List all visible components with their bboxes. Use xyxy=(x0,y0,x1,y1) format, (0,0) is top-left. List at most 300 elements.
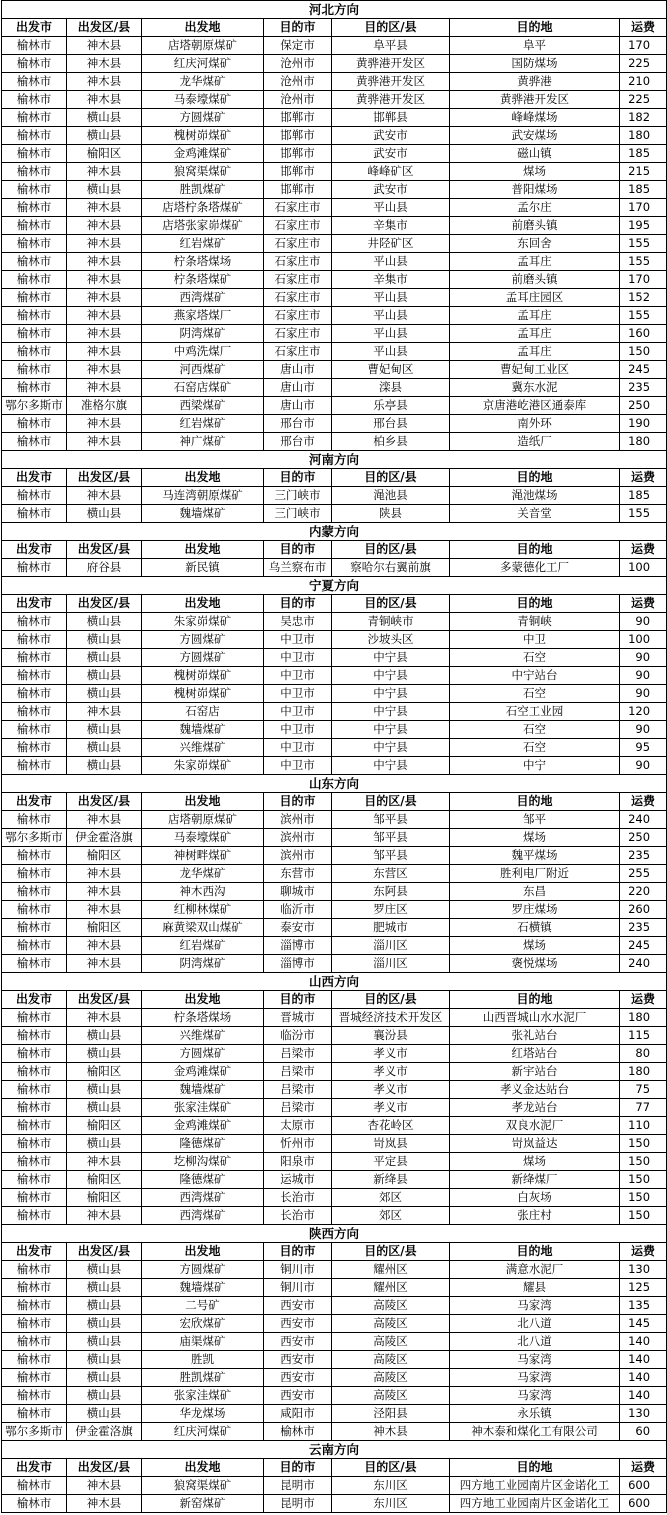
column-header-origin-city: 出发市 xyxy=(2,793,67,811)
cell-dest-county: 淄川区 xyxy=(332,937,450,955)
cell-origin-site: 新民镇 xyxy=(142,559,264,577)
cell-origin-site: 魏墙煤矿 xyxy=(142,1081,264,1099)
cell-origin-county: 神木县 xyxy=(67,955,142,973)
cell-dest-city: 乌兰察布市 xyxy=(264,559,332,577)
cell-freight: 110 xyxy=(620,1117,667,1135)
cell-origin-site: 神广煤矿 xyxy=(142,433,264,451)
cell-dest-county: 高陵区 xyxy=(332,1369,450,1387)
table-row xyxy=(2,1315,667,1333)
cell-freight: 150 xyxy=(620,1153,667,1171)
cell-origin-site: 槐树峁煤矿 xyxy=(142,685,264,703)
cell-dest-city: 阳泉市 xyxy=(264,1153,332,1171)
cell-freight: 150 xyxy=(620,1207,667,1225)
cell-dest-city: 东营市 xyxy=(264,865,332,883)
cell-freight: 150 xyxy=(620,343,667,361)
column-header-origin-county: 出发区/县 xyxy=(67,595,142,613)
column-header-origin-site: 出发地 xyxy=(142,1243,264,1261)
cell-freight: 140 xyxy=(620,1369,667,1387)
column-header-origin-city: 出发市 xyxy=(2,19,67,37)
cell-dest-site: 孝义金达站台 xyxy=(450,1081,620,1099)
cell-freight: 125 xyxy=(620,1279,667,1297)
cell-dest-county: 邯郸县 xyxy=(332,109,450,127)
cell-dest-city: 铜川市 xyxy=(264,1261,332,1279)
cell-origin-city: 榆林市 xyxy=(2,901,67,919)
cell-dest-county: 平山县 xyxy=(332,343,450,361)
cell-origin-county: 横山县 xyxy=(67,1081,142,1099)
cell-origin-site: 石窑店煤矿 xyxy=(142,379,264,397)
table-row xyxy=(2,1333,667,1351)
cell-origin-city: 榆林市 xyxy=(2,1135,67,1153)
cell-dest-city: 晋城市 xyxy=(264,1009,332,1027)
cell-dest-site: 煤场 xyxy=(450,163,620,181)
cell-dest-city: 临汾市 xyxy=(264,1027,332,1045)
cell-dest-county: 中宁县 xyxy=(332,739,450,757)
cell-dest-county: 中宁县 xyxy=(332,649,450,667)
cell-origin-site: 阴湾煤矿 xyxy=(142,325,264,343)
cell-origin-county: 榆阳区 xyxy=(67,1063,142,1081)
cell-origin-county: 横山县 xyxy=(67,1351,142,1369)
table-row xyxy=(2,721,667,739)
table-row xyxy=(2,307,667,325)
table-row xyxy=(2,901,667,919)
cell-freight: 95 xyxy=(620,739,667,757)
cell-origin-county: 神木县 xyxy=(67,937,142,955)
cell-origin-county: 神木县 xyxy=(67,415,142,433)
cell-dest-city: 石家庄市 xyxy=(264,235,332,253)
table-row xyxy=(2,343,667,361)
cell-dest-city: 榆林市 xyxy=(264,1423,332,1441)
cell-origin-city: 榆林市 xyxy=(2,883,67,901)
table-row xyxy=(2,37,667,55)
cell-origin-site: 红岩煤矿 xyxy=(142,235,264,253)
cell-freight: 150 xyxy=(620,1189,667,1207)
section-title-row xyxy=(2,577,667,595)
cell-dest-site: 中卫 xyxy=(450,631,620,649)
cell-dest-county: 神木县 xyxy=(332,1423,450,1441)
cell-origin-city: 榆林市 xyxy=(2,1009,67,1027)
cell-dest-city: 石家庄市 xyxy=(264,199,332,217)
cell-dest-site: 关音堂 xyxy=(450,505,620,523)
cell-origin-city: 榆林市 xyxy=(2,415,67,433)
table-row xyxy=(2,1189,667,1207)
cell-origin-city: 榆林市 xyxy=(2,1261,67,1279)
cell-origin-city: 榆林市 xyxy=(2,703,67,721)
column-header-row xyxy=(2,1459,667,1477)
cell-origin-county: 神木县 xyxy=(67,325,142,343)
cell-origin-city: 榆林市 xyxy=(2,289,67,307)
cell-origin-site: 圪柳沟煤矿 xyxy=(142,1153,264,1171)
cell-freight: 260 xyxy=(620,901,667,919)
cell-dest-site: 马家湾 xyxy=(450,1387,620,1405)
cell-dest-county: 高陵区 xyxy=(332,1333,450,1351)
column-header-dest-city: 目的市 xyxy=(264,595,332,613)
cell-dest-city: 滨州市 xyxy=(264,829,332,847)
cell-freight: 245 xyxy=(620,361,667,379)
cell-dest-county: 郊区 xyxy=(332,1207,450,1225)
cell-origin-city: 榆林市 xyxy=(2,109,67,127)
cell-dest-city: 吕梁市 xyxy=(264,1099,332,1117)
cell-origin-county: 神木县 xyxy=(67,1153,142,1171)
table-row xyxy=(2,109,667,127)
cell-origin-county: 神木县 xyxy=(67,163,142,181)
cell-dest-county: 孝义市 xyxy=(332,1099,450,1117)
cell-dest-site: 孟耳庄 xyxy=(450,253,620,271)
table-row xyxy=(2,1135,667,1153)
cell-dest-city: 沧州市 xyxy=(264,55,332,73)
cell-dest-site: 中宁 xyxy=(450,757,620,775)
cell-dest-site: 张庄村 xyxy=(450,1207,620,1225)
column-header-dest-site: 目的地 xyxy=(450,1243,620,1261)
cell-origin-site: 西梁煤矿 xyxy=(142,397,264,415)
cell-dest-county: 耀州区 xyxy=(332,1279,450,1297)
cell-dest-site: 普阳煤场 xyxy=(450,181,620,199)
cell-freight: 60 xyxy=(620,1423,667,1441)
table-row xyxy=(2,1369,667,1387)
column-header-origin-county: 出发区/县 xyxy=(67,541,142,559)
cell-freight: 145 xyxy=(620,1315,667,1333)
cell-freight: 250 xyxy=(620,829,667,847)
cell-dest-county: 中宁县 xyxy=(332,703,450,721)
cell-dest-city: 中卫市 xyxy=(264,739,332,757)
table-row xyxy=(2,361,667,379)
cell-dest-county: 东营区 xyxy=(332,865,450,883)
column-header-origin-county: 出发区/县 xyxy=(67,1459,142,1477)
cell-origin-site: 魏墙煤矿 xyxy=(142,721,264,739)
cell-origin-city: 榆林市 xyxy=(2,811,67,829)
cell-dest-city: 石家庄市 xyxy=(264,289,332,307)
cell-dest-county: 耀州区 xyxy=(332,1261,450,1279)
cell-dest-city: 石家庄市 xyxy=(264,307,332,325)
table-row xyxy=(2,73,667,91)
cell-dest-city: 中卫市 xyxy=(264,667,332,685)
cell-origin-city: 榆林市 xyxy=(2,1297,67,1315)
table-row xyxy=(2,1351,667,1369)
column-header-dest-site: 目的地 xyxy=(450,469,620,487)
cell-freight: 600 xyxy=(620,1495,667,1513)
cell-dest-county: 平山县 xyxy=(332,199,450,217)
cell-origin-site: 石窑店 xyxy=(142,703,264,721)
cell-origin-city: 榆林市 xyxy=(2,343,67,361)
cell-freight: 225 xyxy=(620,91,667,109)
cell-dest-site: 石横镇 xyxy=(450,919,620,937)
cell-origin-site: 西湾煤矿 xyxy=(142,289,264,307)
cell-dest-county: 岢岚县 xyxy=(332,1135,450,1153)
cell-dest-county: 高陵区 xyxy=(332,1315,450,1333)
cell-origin-site: 店塔朝原煤矿 xyxy=(142,811,264,829)
cell-dest-city: 长治市 xyxy=(264,1207,332,1225)
table-row xyxy=(2,271,667,289)
column-header-dest-county: 目的区/县 xyxy=(332,1243,450,1261)
cell-origin-city: 榆林市 xyxy=(2,361,67,379)
cell-dest-site: 青铜峡 xyxy=(450,613,620,631)
cell-freight: 115 xyxy=(620,1027,667,1045)
cell-dest-county: 邹平县 xyxy=(332,847,450,865)
section-title: 山东方向 xyxy=(2,775,667,793)
section-title: 内蒙方向 xyxy=(2,523,667,541)
cell-dest-county: 平定县 xyxy=(332,1153,450,1171)
cell-dest-county: 新绛县 xyxy=(332,1171,450,1189)
cell-origin-county: 横山县 xyxy=(67,1369,142,1387)
cell-dest-county: 晋城经济技术开发区 xyxy=(332,1009,450,1027)
cell-origin-city: 榆林市 xyxy=(2,73,67,91)
cell-dest-county: 襄汾县 xyxy=(332,1027,450,1045)
cell-freight: 130 xyxy=(620,1405,667,1423)
cell-origin-county: 横山县 xyxy=(67,1279,142,1297)
column-header-row xyxy=(2,1243,667,1261)
column-header-dest-city: 目的市 xyxy=(264,541,332,559)
cell-origin-county: 榆阳区 xyxy=(67,1171,142,1189)
cell-origin-site: 龙华煤矿 xyxy=(142,865,264,883)
cell-origin-city: 鄂尔多斯市 xyxy=(2,1423,67,1441)
cell-dest-city: 沧州市 xyxy=(264,91,332,109)
table-row xyxy=(2,1495,667,1513)
cell-dest-site: 磁山镇 xyxy=(450,145,620,163)
table-row xyxy=(2,91,667,109)
cell-dest-site: 造纸厂 xyxy=(450,433,620,451)
column-header-dest-city: 目的市 xyxy=(264,469,332,487)
cell-origin-site: 金鸡滩煤矿 xyxy=(142,1117,264,1135)
column-header-origin-city: 出发市 xyxy=(2,1243,67,1261)
cell-freight: 182 xyxy=(620,109,667,127)
cell-origin-site: 狼窝渠煤矿 xyxy=(142,1477,264,1495)
cell-freight: 90 xyxy=(620,757,667,775)
table-row xyxy=(2,1207,667,1225)
cell-dest-site: 煤场 xyxy=(450,937,620,955)
cell-origin-county: 神木县 xyxy=(67,487,142,505)
column-header-dest-site: 目的地 xyxy=(450,595,620,613)
cell-freight: 170 xyxy=(620,37,667,55)
cell-dest-site: 耀县 xyxy=(450,1279,620,1297)
table-row xyxy=(2,1387,667,1405)
table-row xyxy=(2,937,667,955)
column-header-origin-county: 出发区/县 xyxy=(67,793,142,811)
cell-dest-site: 孟耳庄 xyxy=(450,325,620,343)
cell-freight: 190 xyxy=(620,415,667,433)
cell-dest-county: 青铜峡市 xyxy=(332,613,450,631)
cell-dest-site: 煤场 xyxy=(450,1153,620,1171)
column-header-dest-county: 目的区/县 xyxy=(332,1459,450,1477)
cell-origin-city: 榆林市 xyxy=(2,307,67,325)
column-header-origin-site: 出发地 xyxy=(142,541,264,559)
cell-origin-site: 河西煤矿 xyxy=(142,361,264,379)
cell-dest-site: 白灰场 xyxy=(450,1189,620,1207)
cell-origin-county: 神木县 xyxy=(67,307,142,325)
cell-dest-site: 东昌 xyxy=(450,883,620,901)
column-header-origin-site: 出发地 xyxy=(142,991,264,1009)
cell-origin-site: 店塔张家峁煤矿 xyxy=(142,217,264,235)
cell-origin-city: 榆林市 xyxy=(2,163,67,181)
cell-origin-county: 神木县 xyxy=(67,1207,142,1225)
cell-dest-county: 滦县 xyxy=(332,379,450,397)
cell-origin-site: 槐树峁煤矿 xyxy=(142,127,264,145)
cell-dest-city: 西安市 xyxy=(264,1369,332,1387)
cell-dest-county: 平山县 xyxy=(332,253,450,271)
cell-dest-site: 东回舍 xyxy=(450,235,620,253)
cell-freight: 120 xyxy=(620,703,667,721)
column-header-freight: 运费 xyxy=(620,1459,667,1477)
cell-origin-site: 兴维煤矿 xyxy=(142,739,264,757)
cell-origin-city: 榆林市 xyxy=(2,1333,67,1351)
cell-origin-city: 榆林市 xyxy=(2,1045,67,1063)
table-row xyxy=(2,829,667,847)
cell-dest-city: 邢台市 xyxy=(264,433,332,451)
table-row xyxy=(2,649,667,667)
cell-dest-county: 井陉矿区 xyxy=(332,235,450,253)
section-title-row xyxy=(2,1441,667,1459)
cell-origin-city: 榆林市 xyxy=(2,325,67,343)
freight-rate-table xyxy=(1,0,667,1513)
cell-freight: 240 xyxy=(620,955,667,973)
cell-origin-city: 榆林市 xyxy=(2,937,67,955)
cell-origin-city: 榆林市 xyxy=(2,1405,67,1423)
column-header-origin-city: 出发市 xyxy=(2,469,67,487)
cell-origin-county: 神木县 xyxy=(67,1009,142,1027)
cell-origin-site: 隆德煤矿 xyxy=(142,1171,264,1189)
cell-dest-site: 新宇站台 xyxy=(450,1063,620,1081)
cell-dest-site: 邹平 xyxy=(450,811,620,829)
cell-freight: 140 xyxy=(620,1387,667,1405)
cell-freight: 100 xyxy=(620,631,667,649)
cell-freight: 140 xyxy=(620,1333,667,1351)
table-row xyxy=(2,739,667,757)
cell-dest-site: 前磨头镇 xyxy=(450,271,620,289)
cell-origin-site: 魏墙煤矿 xyxy=(142,505,264,523)
column-header-freight: 运费 xyxy=(620,595,667,613)
cell-dest-county: 平山县 xyxy=(332,307,450,325)
cell-origin-county: 横山县 xyxy=(67,505,142,523)
cell-origin-city: 榆林市 xyxy=(2,1189,67,1207)
cell-origin-city: 榆林市 xyxy=(2,1387,67,1405)
section-title-row xyxy=(2,973,667,991)
cell-dest-site: 前磨头镇 xyxy=(450,217,620,235)
cell-origin-site: 龙华煤矿 xyxy=(142,73,264,91)
cell-freight: 90 xyxy=(620,613,667,631)
cell-origin-city: 榆林市 xyxy=(2,757,67,775)
table-row xyxy=(2,487,667,505)
cell-freight: 195 xyxy=(620,217,667,235)
cell-dest-site: 黄骅港开发区 xyxy=(450,91,620,109)
cell-origin-city: 榆林市 xyxy=(2,145,67,163)
cell-origin-county: 横山县 xyxy=(67,739,142,757)
cell-dest-county: 辛集市 xyxy=(332,271,450,289)
cell-dest-site: 马家湾 xyxy=(450,1297,620,1315)
cell-dest-city: 吕梁市 xyxy=(264,1081,332,1099)
table-row xyxy=(2,667,667,685)
cell-dest-county: 沙坡头区 xyxy=(332,631,450,649)
table-row xyxy=(2,883,667,901)
table-row xyxy=(2,847,667,865)
cell-freight: 235 xyxy=(620,379,667,397)
cell-origin-city: 榆林市 xyxy=(2,181,67,199)
cell-origin-county: 神木县 xyxy=(67,379,142,397)
column-header-freight: 运费 xyxy=(620,991,667,1009)
table-row xyxy=(2,379,667,397)
cell-freight: 160 xyxy=(620,325,667,343)
column-header-dest-county: 目的区/县 xyxy=(332,19,450,37)
cell-origin-county: 神木县 xyxy=(67,271,142,289)
column-header-dest-county: 目的区/县 xyxy=(332,541,450,559)
cell-dest-county: 杏花岭区 xyxy=(332,1117,450,1135)
column-header-dest-city: 目的市 xyxy=(264,1243,332,1261)
cell-dest-city: 昆明市 xyxy=(264,1495,332,1513)
cell-origin-city: 鄂尔多斯市 xyxy=(2,829,67,847)
cell-dest-site: 孟尔庄 xyxy=(450,199,620,217)
cell-freight: 140 xyxy=(620,1351,667,1369)
cell-dest-county: 东川区 xyxy=(332,1495,450,1513)
cell-dest-site: 石空工业园 xyxy=(450,703,620,721)
cell-origin-site: 马泰壕煤矿 xyxy=(142,91,264,109)
cell-dest-county: 邹平县 xyxy=(332,811,450,829)
cell-freight: 170 xyxy=(620,199,667,217)
cell-origin-county: 神木县 xyxy=(67,37,142,55)
section-title: 山西方向 xyxy=(2,973,667,991)
cell-dest-site: 罗庄煤场 xyxy=(450,901,620,919)
cell-dest-county: 峰峰矿区 xyxy=(332,163,450,181)
cell-origin-county: 神木县 xyxy=(67,361,142,379)
cell-origin-city: 榆林市 xyxy=(2,631,67,649)
cell-freight: 185 xyxy=(620,487,667,505)
cell-origin-site: 华龙煤场 xyxy=(142,1405,264,1423)
cell-freight: 155 xyxy=(620,235,667,253)
cell-origin-site: 红柳林煤矿 xyxy=(142,901,264,919)
cell-origin-city: 榆林市 xyxy=(2,1063,67,1081)
cell-origin-site: 柠条塔煤场 xyxy=(142,253,264,271)
cell-dest-county: 黄骅港开发区 xyxy=(332,55,450,73)
cell-origin-county: 榆阳区 xyxy=(67,847,142,865)
cell-dest-site: 黄骅港 xyxy=(450,73,620,91)
cell-freight: 152 xyxy=(620,289,667,307)
cell-origin-county: 横山县 xyxy=(67,1387,142,1405)
cell-origin-site: 朱家峁煤矿 xyxy=(142,757,264,775)
cell-origin-county: 神木县 xyxy=(67,73,142,91)
cell-origin-county: 神木县 xyxy=(67,253,142,271)
cell-dest-county: 孝义市 xyxy=(332,1063,450,1081)
cell-origin-city: 榆林市 xyxy=(2,955,67,973)
cell-origin-site: 阴湾煤矿 xyxy=(142,955,264,973)
column-header-dest-city: 目的市 xyxy=(264,991,332,1009)
table-row xyxy=(2,1297,667,1315)
cell-origin-site: 隆德煤矿 xyxy=(142,1135,264,1153)
cell-dest-city: 邯郸市 xyxy=(264,109,332,127)
table-row xyxy=(2,1081,667,1099)
table-row xyxy=(2,631,667,649)
cell-origin-site: 神木西沟 xyxy=(142,883,264,901)
cell-origin-county: 神木县 xyxy=(67,865,142,883)
column-header-origin-city: 出发市 xyxy=(2,991,67,1009)
cell-freight: 220 xyxy=(620,883,667,901)
cell-origin-site: 方圆煤矿 xyxy=(142,1045,264,1063)
table-row xyxy=(2,217,667,235)
cell-dest-city: 咸阳市 xyxy=(264,1405,332,1423)
column-header-dest-city: 目的市 xyxy=(264,1459,332,1477)
column-header-origin-county: 出发区/县 xyxy=(67,1243,142,1261)
cell-origin-county: 横山县 xyxy=(67,685,142,703)
cell-origin-site: 神树畔煤矿 xyxy=(142,847,264,865)
table-row xyxy=(2,1063,667,1081)
cell-dest-city: 中卫市 xyxy=(264,721,332,739)
cell-origin-city: 榆林市 xyxy=(2,721,67,739)
cell-dest-city: 西安市 xyxy=(264,1333,332,1351)
column-header-row xyxy=(2,541,667,559)
cell-dest-county: 曹妃甸区 xyxy=(332,361,450,379)
cell-origin-city: 榆林市 xyxy=(2,1153,67,1171)
table-row xyxy=(2,1009,667,1027)
cell-origin-site: 金鸡滩煤矿 xyxy=(142,145,264,163)
cell-dest-site: 孟耳庄园区 xyxy=(450,289,620,307)
cell-dest-county: 孝义市 xyxy=(332,1045,450,1063)
cell-origin-city: 榆林市 xyxy=(2,253,67,271)
column-header-freight: 运费 xyxy=(620,793,667,811)
